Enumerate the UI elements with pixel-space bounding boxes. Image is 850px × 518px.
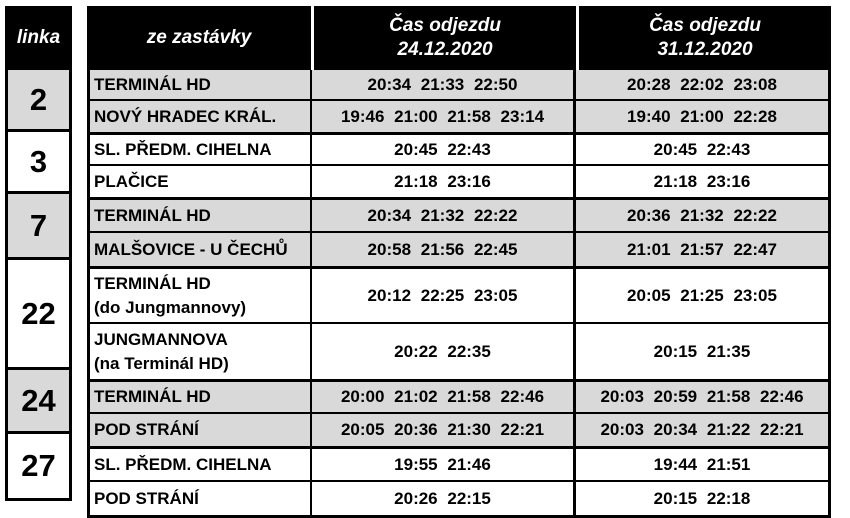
departures-3112: 21:18 23:16 — [576, 166, 828, 197]
stop-name: NOVÝ HRADEC KRÁL. — [90, 101, 312, 132]
line-number-22: 22 — [5, 260, 72, 370]
line-number-7: 7 — [5, 194, 72, 260]
departure-header-3112 — [579, 6, 831, 70]
stop-name: POD STRÁNÍ — [90, 414, 312, 446]
departures-2412: 20:26 22:15 — [312, 482, 576, 515]
stop-name: JUNGMANNOVA (na Terminál HD) — [90, 324, 312, 379]
departure-header-title: Čas odjezdu — [649, 15, 761, 36]
departures-3112: 21:01 21:57 22:47 — [576, 233, 828, 266]
departure-header-date: 24.12.2020 — [397, 39, 493, 60]
stop-header-label: ze zastávky — [146, 27, 252, 48]
line-number-24: 24 — [5, 370, 72, 434]
departures-2412: 20:22 22:35 — [312, 324, 576, 379]
table-row — [90, 269, 828, 324]
line-number-27: 27 — [5, 434, 72, 501]
departures-3112: 20:45 22:43 — [576, 135, 828, 164]
departures-3112: 20:28 22:02 23:08 — [576, 70, 828, 99]
departures-2412: 20:00 21:02 21:58 22:46 — [312, 382, 576, 412]
table-row — [90, 166, 828, 197]
departure-header-date: 31.12.2020 — [657, 39, 753, 60]
departures-3112: 20:03 20:34 21:22 22:21 — [576, 414, 828, 446]
table-row — [90, 482, 828, 515]
stop-name: POD STRÁNÍ — [90, 482, 312, 515]
line-group-24 — [87, 382, 831, 449]
table-row — [90, 324, 828, 379]
stop-name: SL. PŘEDM. CIHELNA — [90, 449, 312, 480]
departure-header-2412 — [314, 6, 576, 70]
stop-name: TERMINÁL HD (do Jungmannovy) — [90, 269, 312, 322]
line-group-2 — [87, 70, 831, 135]
departures-3112: 20:36 21:32 22:22 — [576, 200, 828, 231]
departures-3112: 19:40 21:00 22:28 — [576, 101, 828, 132]
line-group-7 — [87, 200, 831, 269]
line-group-27 — [87, 449, 831, 518]
departures-2412: 19:46 21:00 21:58 23:14 — [312, 101, 576, 132]
departures-3112: 20:15 21:35 — [576, 324, 828, 379]
departure-header-title: Čas odjezdu — [389, 15, 502, 36]
line-number-column — [5, 6, 72, 501]
table-row — [90, 414, 828, 446]
table-row — [90, 101, 828, 132]
departures-3112: 20:15 22:18 — [576, 482, 828, 515]
departures-3112: 20:03 20:59 21:58 22:46 — [576, 382, 828, 412]
table-row — [90, 70, 828, 101]
departures-2412: 20:45 22:43 — [312, 135, 576, 164]
departures-2412: 20:58 21:56 22:45 — [312, 233, 576, 266]
table-row — [90, 449, 828, 482]
timetable — [87, 6, 831, 518]
departures-2412: 21:18 23:16 — [312, 166, 576, 197]
stop-name: TERMINÁL HD — [90, 70, 312, 99]
departures-2412: 19:55 21:46 — [312, 449, 576, 480]
departures-2412: 20:34 21:33 22:50 — [312, 70, 576, 99]
table-row — [90, 200, 828, 233]
table-header — [87, 6, 831, 70]
table-row — [90, 135, 828, 166]
table-row — [90, 382, 828, 414]
linka-header: linka — [5, 6, 72, 70]
departures-3112: 20:05 21:25 23:05 — [576, 269, 828, 322]
stop-name: MALŠOVICE - U ČECHŮ — [90, 233, 312, 266]
stop-column-header — [87, 6, 311, 70]
departures-3112: 19:44 21:51 — [576, 449, 828, 480]
stop-name: TERMINÁL HD — [90, 200, 312, 231]
table-row — [90, 233, 828, 266]
departures-2412: 20:05 20:36 21:30 22:21 — [312, 414, 576, 446]
stop-name: PLAČICE — [90, 166, 312, 197]
line-group-22 — [87, 269, 831, 382]
stop-name: TERMINÁL HD — [90, 382, 312, 412]
departures-2412: 20:12 22:25 23:05 — [312, 269, 576, 322]
stop-name: SL. PŘEDM. CIHELNA — [90, 135, 312, 164]
line-number-3: 3 — [5, 132, 72, 194]
line-group-3 — [87, 135, 831, 200]
departures-2412: 20:34 21:32 22:22 — [312, 200, 576, 231]
line-number-2: 2 — [5, 70, 72, 132]
